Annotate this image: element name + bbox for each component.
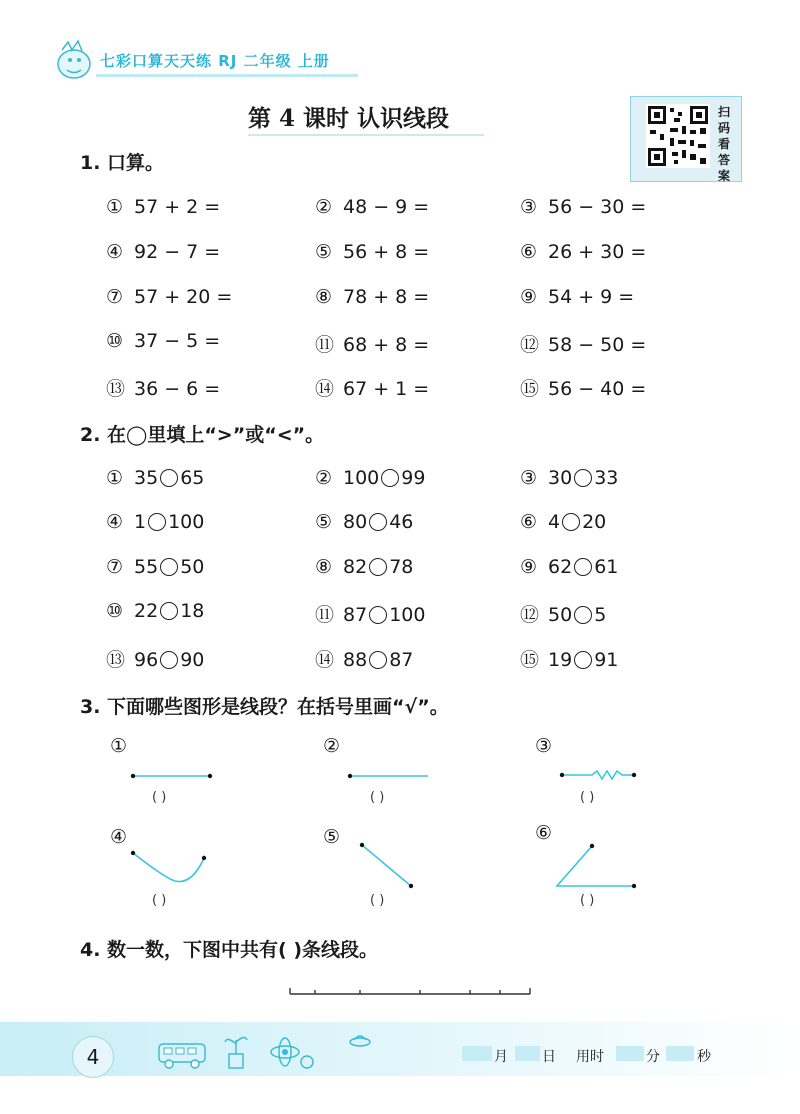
answer-parens[interactable]: ( ): [152, 790, 167, 805]
section-4-heading: 4. 数一数，下图中共有( )条线段。: [80, 939, 379, 961]
second-field[interactable]: [666, 1046, 694, 1061]
compare-item: ③ 30 33: [520, 467, 619, 489]
answer-parens[interactable]: ( ): [580, 893, 595, 908]
figure-3-zigzag: [560, 771, 636, 779]
compare-item: ① 35 65: [106, 467, 205, 489]
figure-label: ②: [323, 735, 341, 757]
arith-item: ③ 56 − 30 =: [520, 196, 647, 218]
arith-item: ⑩ 37 − 5 =: [106, 330, 221, 352]
minute-label: 分: [646, 1049, 660, 1065]
arith-item: ⑫ 58 − 50 =: [520, 334, 647, 356]
compare-item: ⑧ 82 78: [315, 556, 414, 578]
figure-2-ray: [348, 774, 428, 778]
arith-item: ⑦ 57 + 20 =: [106, 286, 233, 308]
arith-item: ⑬ 36 − 6 =: [106, 378, 221, 400]
qr-label: 扫 码 看 答 案: [717, 105, 730, 183]
compare-item: ⑨ 62 61: [520, 556, 619, 578]
compare-item: ⑪ 87 100: [315, 604, 426, 626]
arith-item: ⑤ 56 + 8 =: [315, 241, 430, 263]
arith-item: ⑨ 54 + 9 =: [520, 286, 635, 308]
figure-label: ①: [110, 735, 128, 757]
compare-item: ⑩ 22 18: [106, 600, 205, 622]
compare-item: ⑤ 80 46: [315, 511, 414, 533]
compare-item: ⑮ 19 91: [520, 649, 619, 671]
compare-item: ⑭ 88 87: [315, 649, 414, 671]
figure-5-segment: [360, 843, 413, 888]
section-3-heading: 3. 下面哪些图形是线段？在括号里画“√”。: [80, 696, 449, 718]
answer-parens[interactable]: ( ): [152, 893, 167, 908]
arith-item: ② 48 − 9 =: [315, 196, 430, 218]
month-field[interactable]: [462, 1046, 492, 1061]
month-label: 月: [494, 1049, 508, 1065]
arith-item: ⑧ 78 + 8 =: [315, 286, 430, 308]
arith-item: ⑥ 26 + 30 =: [520, 241, 647, 263]
section-1-heading: 1. 口算。: [80, 152, 165, 174]
arith-item: ⑮ 56 − 40 =: [520, 378, 647, 400]
figure-6-angle: [557, 844, 636, 888]
arith-item: ⑭ 67 + 1 =: [315, 378, 430, 400]
compare-item: ⑫ 50 5: [520, 604, 607, 626]
time-used-label: 用时: [576, 1049, 604, 1065]
minute-field[interactable]: [616, 1046, 644, 1061]
second-label: 秒: [697, 1049, 711, 1065]
figure-label: ⑤: [323, 826, 341, 848]
page-title: 第 4 课时 认识线段: [248, 105, 450, 132]
arith-item: ⑪ 68 + 8 =: [315, 334, 430, 356]
arith-item: ① 57 + 2 =: [106, 196, 221, 218]
figure-label: ⑥: [535, 822, 553, 844]
figure-1-segment: [131, 774, 212, 778]
compare-item: ⑦ 55 50: [106, 556, 205, 578]
compare-item: ⑬ 96 90: [106, 649, 205, 671]
footer-decoration-icon: [155, 1030, 385, 1074]
day-label: 日: [542, 1049, 556, 1065]
compare-item: ⑥ 4 20: [520, 511, 607, 533]
page-number: 4: [72, 1036, 114, 1078]
figure-label: ④: [110, 826, 128, 848]
figure-4-curve: [131, 851, 206, 882]
answer-parens[interactable]: ( ): [370, 893, 385, 908]
compare-item: ④ 1 100: [106, 511, 205, 533]
answer-parens[interactable]: ( ): [370, 790, 385, 805]
series-title: 七彩口算天天练 RJ 二年级 上册: [100, 52, 330, 70]
section-2-heading: 2. 在◯里填上“>”或“<”。: [80, 424, 325, 446]
arith-item: ④ 92 − 7 =: [106, 241, 221, 263]
day-field[interactable]: [515, 1046, 540, 1061]
figure-label: ③: [535, 735, 553, 757]
segment-count-figure: [290, 988, 530, 994]
answer-parens[interactable]: ( ): [580, 790, 595, 805]
compare-item: ② 100 99: [315, 467, 426, 489]
